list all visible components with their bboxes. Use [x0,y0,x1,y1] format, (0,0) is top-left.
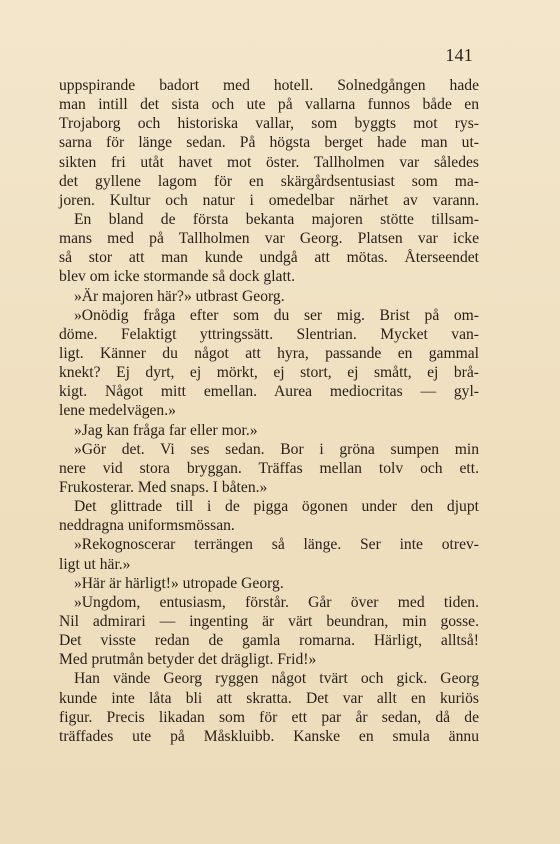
text-line: »Rekognoscerar terrängen så länge. Ser inte otrev- [74,536,479,554]
text-line: Det glittrade till i de pigga ögonen under den djupt [74,498,479,516]
text-line: uppspirande badort med hotell. Solnedgången hade [59,77,479,94]
text-line: Det visste redan de gamla romarna. Härligt, alltså! [59,632,479,650]
text-line: »Är majoren här?» utbrast Georg. [74,287,285,305]
text-line: Nil admirari — ingenting är värt beundran, min gosse. [59,612,479,630]
text-line: neddragna uniformsmössan. [59,517,235,535]
text-line: Han vände Georg ryggen något tvärt och gick. Georg [74,670,479,688]
body-text [59,76,479,746]
text-line: sarna för länge sedan. På högsta berget hade man ut- [59,134,479,152]
text-line: »Gör det. Vi ses sedan. Bor i gröna sumpen min [74,440,479,458]
text-line: Med prutmån betyder det drägligt. Frid!» [59,651,317,669]
text-line: man intill det sista och ute på vallarna funnos både en [59,96,479,114]
text-line: »Onödig fråga efter som du ser mig. Brist på om- [74,306,479,324]
text-line: blev om icke stormande så dock glatt. [59,268,296,286]
text-line: En bland de första bekanta majoren stötte tillsam- [74,210,479,228]
text-line: knekt? Ej dyrt, ej mörkt, ej stort, ej smått, ej brå- [59,364,479,382]
text-line: det gyllene lagom för en skärgårdsentusiast som ma- [59,172,479,190]
text-line: joren. Kultur och natur i omedelbar närhet av varann. [59,191,479,209]
text-line: figur. Precis likadan som för ett par år sedan, då de [59,708,479,726]
text-line: lene medelvägen.» [59,402,176,420]
text-line: »Jag kan fråga far eller mor.» [74,421,258,439]
text-line: nere vid stora bryggan. Träffas mellan tolv och ett. [59,459,479,477]
text-line: sikten fri utåt havet mot öster. Tallholmen var således [59,153,479,171]
text-line: ligt. Känner du något att hyra, passande en gammal [59,344,479,362]
text-line: »Här är härligt!» utropade Georg. [74,574,284,592]
text-line: så stor att man kunde undgå att mötas. Återseendet [59,249,479,267]
text-line: döme. Felaktigt yttringssätt. Slentrian. Mycket van- [59,325,479,343]
text-line: ligt ut här.» [59,555,131,573]
text-line: »Ungdom, entusiasm, förstår. Går över med tiden. [74,593,479,611]
text-line: Trojaborg och historiska vallar, som byggts mot rys- [59,115,479,133]
text-line: mans med på Tallholmen var Georg. Platsen var icke [59,230,479,248]
text-line: kunde inte låta bli att skratta. Det var allt en kuriös [59,689,479,707]
page-number: 141 [445,45,473,65]
text-line: Frukosterar. Med snaps. I båten.» [59,478,268,496]
text-line: träffades ute på Måskluibb. Kanske en smula ännu [59,727,479,745]
text-line: kigt. Något mitt emellan. Aurea mediocritas — gyl- [59,383,479,401]
